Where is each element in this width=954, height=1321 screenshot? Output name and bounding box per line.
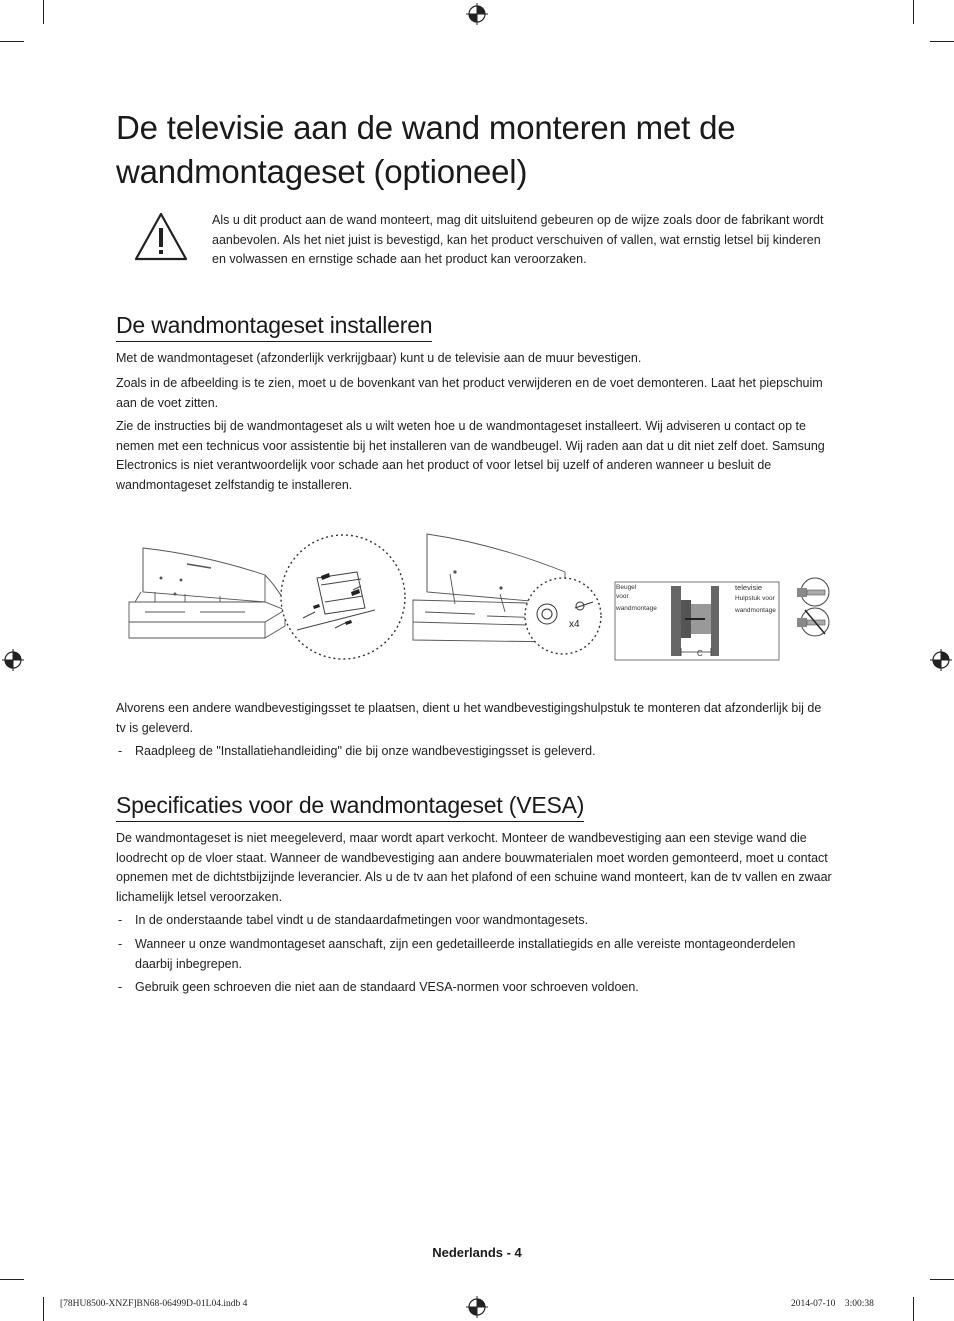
- svg-text:Hulpstuk voor: Hulpstuk voor: [735, 595, 775, 602]
- bracket-label: Beugel: [616, 584, 637, 591]
- bullet-dash: -: [118, 980, 123, 994]
- crop-mark: [913, 1297, 914, 1321]
- svg-text:wandmontage: wandmontage: [616, 605, 657, 612]
- quantity-label: x4: [569, 619, 580, 630]
- bullet-text: Raadpleeg de "Installatiehandleiding" die bij onze wandbevestigingsset is geleverd.: [135, 744, 596, 758]
- section-heading-install: De wandmontageset installeren: [116, 310, 432, 342]
- list-item: [116, 911, 832, 931]
- warning-text: Als u dit product aan de wand monteert, mag dit uitsluitend gebeuren op de wijze zoals door de fabrikant wordt aanbevolen. Als het niet juist is bevestigd, kan het product verschuiven of vallen, wat ernstig letsel bij kinderen en volwassen en ernstige schade aan het product kan veroorzaken.: [212, 213, 824, 266]
- after-figure-paragraph: Alvorens een andere wandbevestigingsset te plaatsen, dient u het wandbevestigingshulpstuk te monteren dat afzonderlijk bij de tv is geleverd.: [116, 701, 822, 735]
- screw-not-ok-icon: [797, 608, 829, 636]
- bullet-dash: -: [118, 937, 123, 951]
- registration-mark-icon: [930, 649, 952, 671]
- tv-label: televisie: [735, 583, 763, 592]
- vesa-paragraph: De wandmontageset is niet meegeleverd, maar wordt apart verkocht. Monteer de wandbevestiging aan een stevige wand die loodrecht op de vloer staat. Wanneer de wandbevestiging aan andere bouwmaterialen moet worden gemonteerd, moet u contact opnemen met de dichtstbijzijnde leverancier. Als u de tv aan het plafond of een schuine wand monteert, kan de tv vallen en zwaar lichamelijk letsel veroorzaken.: [116, 831, 832, 904]
- install-paragraph: Met de wandmontageset (afzonderlijk verkrijgbaar) kunt u de televisie aan de muur bevestigen.: [116, 351, 642, 365]
- svg-text:voor: voor: [616, 593, 629, 600]
- crop-mark: [43, 1297, 44, 1321]
- registration-mark-icon: [2, 649, 24, 671]
- bullet-text: Wanneer u onze wandmontageset aanschaft, zijn een gedetailleerde installatiegids en alle vereiste montageonderdelen daarbij inbegrepen.: [135, 937, 796, 971]
- dimension-label: C: [697, 649, 703, 658]
- crop-mark: [0, 41, 24, 42]
- crop-mark: [930, 41, 954, 42]
- list-item: [116, 978, 832, 998]
- screw-ok-icon: [797, 578, 829, 606]
- page-title: De televisie aan de wand monteren met de wandmontageset (optioneel): [116, 109, 736, 190]
- bullet-text: Gebruik geen schroeven die niet aan de standaard VESA-normen voor schroeven voldoen.: [135, 980, 639, 994]
- page-number-label: Nederlands - 4: [432, 1245, 522, 1260]
- svg-text:wandmontage: wandmontage: [735, 607, 776, 614]
- bullet-dash: -: [118, 744, 123, 758]
- registration-mark-icon: [466, 1296, 488, 1318]
- install-paragraph: Zoals in de afbeelding is te zien, moet u de bovenkant van het product verwijderen en de voet demonteren. Laat het piepschuim aan de voet zitten.: [116, 376, 823, 410]
- warning-triangle-icon: [133, 211, 189, 263]
- install-paragraph: Zie de instructies bij de wandmontageset als u wilt weten hoe u de wandmontageset installeert. Wij adviseren u contact op te nemen met een technicus voor assistentie bij het installeren van de wandbeugel. Wij raden aan dat u dit niet zelf doet. Samsung Electronics is niet verantwoordelijk voor schade aan het product of voor letsel bij uzelf of anderen wanneer u besluit de wandmontageset zelfstandig te installeren.: [116, 419, 825, 492]
- crop-mark: [913, 0, 914, 24]
- crop-mark: [0, 1279, 24, 1280]
- crop-mark: [43, 0, 44, 24]
- registration-mark-icon: [466, 3, 488, 25]
- wall-mount-illustration: [125, 530, 837, 675]
- file-slug: [78HU8500-XNZF]BN68-06499D-01L04.indb 4: [60, 1299, 248, 1309]
- crop-mark: [930, 1279, 954, 1280]
- list-item: [116, 935, 832, 974]
- print-timestamp: 2014-07-10 3:00:38: [791, 1299, 874, 1309]
- bullet-dash: -: [118, 913, 123, 927]
- bullet-text: In de onderstaande tabel vindt u de standaardafmetingen voor wandmontagesets.: [135, 913, 589, 927]
- section-heading-vesa: Specificaties voor de wandmontageset (VESA): [116, 790, 584, 822]
- list-item: [116, 742, 832, 762]
